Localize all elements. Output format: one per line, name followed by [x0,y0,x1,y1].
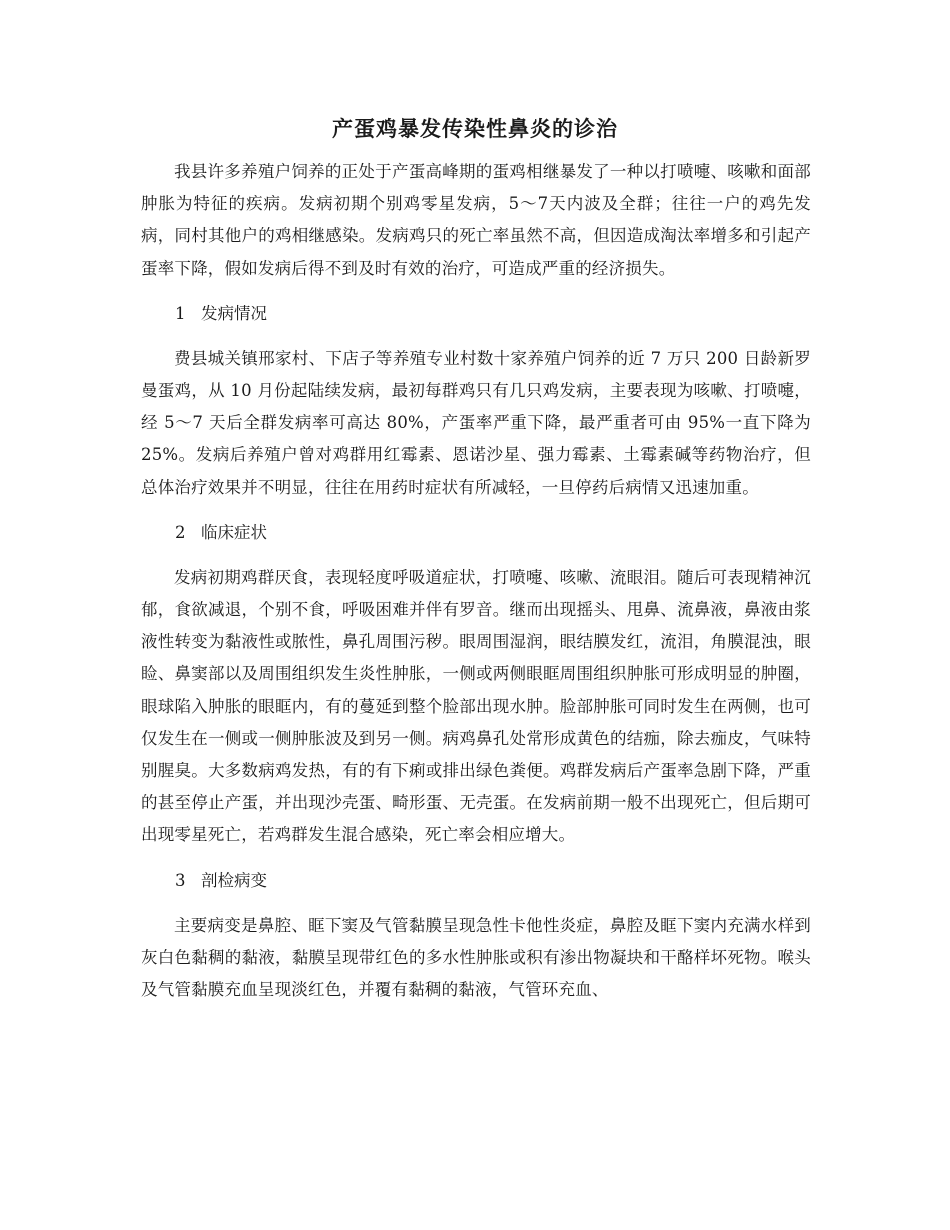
section-number: 1 [175,303,186,323]
section-title: 临床症状 [201,522,267,542]
section-paragraph-2: 发病初期鸡群厌食，表现轻度呼吸道症状，打喷嚏、咳嗽、流眼泪。随后可表现精神沉郁，食欲减退，个别不食，呼吸困难并伴有罗音。继而出现摇头、甩鼻、流鼻液，鼻液由浆液性转变为黏液性或脓性，鼻孔周围污秽。眼周围湿润，眼结膜发红，流泪，角膜混浊，眼睑、鼻窦部以及周围组织发生炎性肿胀，一侧或两侧眼眶周围组织肿胀可形成明显的肿圈，眼球陷入肿胀的眼眶内，有的蔓延到整个脸部出现水肿。脸部肿胀可同时发生在两侧，也可仅发生在一侧或一侧肿胀波及到另一侧。病鸡鼻孔处常形成黄色的结痂，除去痂皮，气味特别腥臭。大多数病鸡发热，有的有下痢或排出绿色粪便。鸡群发病后产蛋率急剧下降，严重的甚至停止产蛋，并出现沙壳蛋、畸形蛋、无壳蛋。在发病前期一般不出现死亡，但后期可出现零星死亡，若鸡群发生混合感染，死亡率会相应增大。 [141,567,811,845]
section-title: 剖检病变 [201,870,267,890]
section-number: 2 [175,522,186,542]
section-heading-1 [141,298,811,330]
section-heading-3 [141,865,811,897]
document-body [141,156,811,1006]
section-paragraph-1: 费县城关镇邢家村、下店子等养殖专业村数十家养殖户饲养的近 7 万只 200 日龄新罗曼蛋鸡，从 10 月份起陆续发病，最初每群鸡只有几只鸡发病，主要表现为咳嗽、打喷嚏，经 5～7 天后全群发病率可高达 80%，产蛋率严重下降，最严重者可由 95%一直下降为 25%。发病后养殖户曾对鸡群用红霉素、恩诺沙星、强力霉素、土霉素碱等药物治疗，但总体治疗效果并不明显，往往在用药时症状有所减轻，一旦停药后病情又迅速加重。 [141,348,811,497]
section-heading-2 [141,517,811,549]
section-title: 发病情况 [201,303,267,323]
intro-paragraph: 我县许多养殖户饲养的正处于产蛋高峰期的蛋鸡相继暴发了一种以打喷嚏、咳嗽和面部肿胀为特征的疾病。发病初期个别鸡零星发病，5～7天内波及全群；往往一户的鸡先发病，同村其他户的鸡相继感染。发病鸡只的死亡率虽然不高，但因造成淘汰率增多和引起产蛋率下降，假如发病后得不到及时有效的治疗，可造成严重的经济损失。 [141,162,811,278]
section-paragraph-3: 主要病变是鼻腔、眶下窦及气管黏膜呈现急性卡他性炎症，鼻腔及眶下窦内充满水样到灰白色黏稠的黏液，黏膜呈现带红色的多水性肿胀或积有渗出物凝块和干酪样坏死物。喉头及气管黏膜充血呈现淡红色，并覆有黏稠的黏液，气管环充血、 [141,915,811,1000]
section-number: 3 [175,870,186,890]
document-title: 产蛋鸡暴发传染性鼻炎的诊治 [332,116,618,141]
